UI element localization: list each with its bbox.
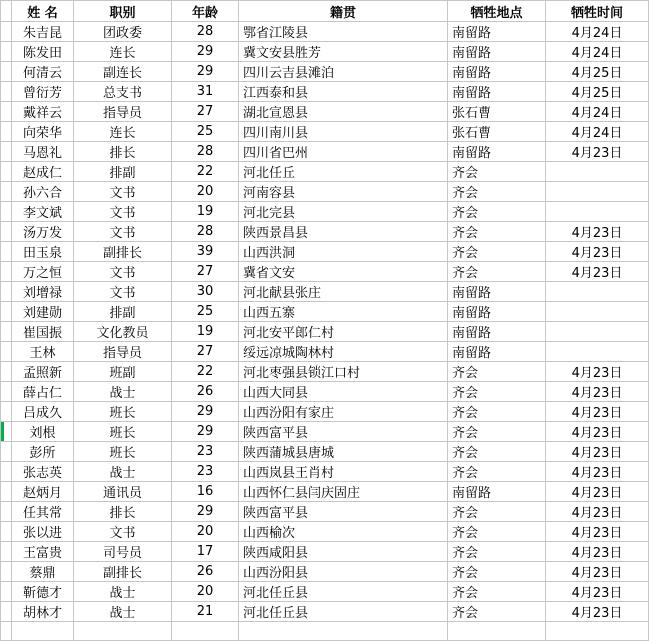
cell-origin[interactable]: 河北献县张庄	[239, 282, 448, 302]
cell-name[interactable]: 张以进	[12, 522, 74, 542]
cell-age[interactable]	[172, 622, 239, 641]
cell-name[interactable]: 朱吉昆	[12, 22, 74, 42]
cell-place[interactable]: 齐会	[448, 242, 546, 262]
cell-date[interactable]: 4月24日	[546, 22, 649, 42]
cell-origin[interactable]: 河北完县	[239, 202, 448, 222]
cell-name[interactable]: 任其常	[12, 502, 74, 522]
cell-date[interactable]: 4月25日	[546, 62, 649, 82]
cell-date[interactable]: 4月23日	[546, 382, 649, 402]
row-head-cell[interactable]	[1, 182, 12, 202]
table-row	[1, 502, 649, 522]
cell-age[interactable]: 26	[172, 562, 239, 582]
cell-date[interactable]	[546, 302, 649, 322]
cell-name[interactable]: 李文斌	[12, 202, 74, 222]
table-row	[1, 282, 649, 302]
cell-name[interactable]: 彭所	[12, 442, 74, 462]
cell-name[interactable]: 张志英	[12, 462, 74, 482]
cell-name[interactable]: 万之恒	[12, 262, 74, 282]
cell-name[interactable]: 刘建勋	[12, 302, 74, 322]
cell-age[interactable]: 27	[172, 342, 239, 362]
cell-origin[interactable]: 鄂省江陵县	[239, 22, 448, 42]
table-row	[1, 42, 649, 62]
cell-place[interactable]: 齐会	[448, 382, 546, 402]
cell-rank[interactable]: 文书	[74, 522, 172, 542]
table-row	[1, 542, 649, 562]
cell-age[interactable]: 19	[172, 322, 239, 342]
cell-date[interactable]: 4月23日	[546, 602, 649, 622]
cell-date[interactable]	[546, 282, 649, 302]
cell-place[interactable]: 齐会	[448, 462, 546, 482]
cell-name[interactable]: 赵成仁	[12, 162, 74, 182]
cell-rank[interactable]	[74, 622, 172, 641]
cell-rank[interactable]: 文书	[74, 222, 172, 242]
cell-rank[interactable]: 班长	[74, 422, 172, 442]
table-row	[1, 262, 649, 282]
cell-origin[interactable]: 陕西蒲城县唐城	[239, 442, 448, 462]
table-row	[1, 242, 649, 262]
cell-origin[interactable]: 河北任丘县	[239, 582, 448, 602]
row-head-cell[interactable]	[1, 242, 12, 262]
row-head-cell[interactable]	[1, 202, 12, 222]
table-row	[1, 222, 649, 242]
cell-date[interactable]: 4月23日	[546, 402, 649, 422]
table-row	[1, 22, 649, 42]
row-head-cell[interactable]	[1, 362, 12, 382]
table-row	[1, 602, 649, 622]
cell-origin[interactable]: 陕西景昌县	[239, 222, 448, 242]
cell-origin[interactable]: 陕西咸阳县	[239, 542, 448, 562]
cell-origin[interactable]: 河北任丘县	[239, 602, 448, 622]
cell-age[interactable]: 25	[172, 122, 239, 142]
cell-name[interactable]: 崔国振	[12, 322, 74, 342]
cell-place[interactable]: 张石曹	[448, 122, 546, 142]
cell-date[interactable]: 4月23日	[546, 222, 649, 242]
cell-name[interactable]: 何清云	[12, 62, 74, 82]
cell-origin[interactable]: 山西汾阳有家庄	[239, 402, 448, 422]
row-head-cell[interactable]	[1, 262, 12, 282]
cell-age[interactable]: 20	[172, 182, 239, 202]
cell-date[interactable]	[546, 622, 649, 641]
cell-origin[interactable]: 绥远凉城陶林村	[239, 342, 448, 362]
row-head-cell[interactable]	[1, 522, 12, 542]
cell-rank[interactable]: 班长	[74, 402, 172, 422]
col-header-age[interactable]: 年龄	[172, 1, 239, 22]
cell-place[interactable]: 齐会	[448, 162, 546, 182]
cell-origin[interactable]: 湖北宣恩县	[239, 102, 448, 122]
cell-place[interactable]: 齐会	[448, 502, 546, 522]
cell-rank[interactable]: 文书	[74, 182, 172, 202]
cell-name[interactable]: 吕成久	[12, 402, 74, 422]
row-head-cell[interactable]	[1, 322, 12, 342]
cell-place[interactable]: 南留路	[448, 142, 546, 162]
cell-origin[interactable]: 陕西富平县	[239, 502, 448, 522]
table-row	[1, 382, 649, 402]
cell-name[interactable]: 曾衍芳	[12, 82, 74, 102]
row-marker	[1, 422, 4, 441]
cell-age[interactable]: 31	[172, 82, 239, 102]
cell-origin[interactable]: 河北枣强县锁江口村	[239, 362, 448, 382]
cell-name[interactable]: 刘增禄	[12, 282, 74, 302]
cell-name[interactable]	[12, 622, 74, 641]
cell-rank[interactable]: 总支书	[74, 82, 172, 102]
cell-place[interactable]: 齐会	[448, 602, 546, 622]
cell-rank[interactable]: 指导员	[74, 342, 172, 362]
cell-place[interactable]: 南留路	[448, 22, 546, 42]
table-row	[1, 482, 649, 502]
cell-age[interactable]: 28	[172, 22, 239, 42]
row-head-cell[interactable]	[1, 62, 12, 82]
cell-date[interactable]: 4月23日	[546, 482, 649, 502]
cell-date[interactable]: 4月23日	[546, 562, 649, 582]
row-head-cell[interactable]	[1, 82, 12, 102]
table-row	[1, 162, 649, 182]
cell-date[interactable]: 4月25日	[546, 82, 649, 102]
cell-name[interactable]: 陈发田	[12, 42, 74, 62]
partial-row	[1, 622, 649, 641]
table-body	[1, 22, 649, 622]
cell-rank[interactable]: 副排长	[74, 562, 172, 582]
row-head-cell[interactable]	[1, 422, 12, 442]
table-row	[1, 522, 649, 542]
table-row	[1, 122, 649, 142]
cell-rank[interactable]: 连长	[74, 122, 172, 142]
cell-place[interactable]: 齐会	[448, 202, 546, 222]
cell-date[interactable]: 4月23日	[546, 542, 649, 562]
cell-age[interactable]: 28	[172, 222, 239, 242]
row-head-cell[interactable]	[1, 282, 12, 302]
cell-age[interactable]: 22	[172, 362, 239, 382]
cell-age[interactable]: 25	[172, 302, 239, 322]
cell-rank[interactable]: 文书	[74, 262, 172, 282]
cell-place[interactable]: 齐会	[448, 402, 546, 422]
cell-name[interactable]: 田玉泉	[12, 242, 74, 262]
table-row	[1, 302, 649, 322]
row-head-cell[interactable]	[1, 622, 12, 641]
cell-date[interactable]: 4月23日	[546, 442, 649, 462]
col-header-date[interactable]: 牺牲时间	[546, 1, 649, 22]
row-head-cell[interactable]	[1, 582, 12, 602]
cell-date[interactable]	[546, 182, 649, 202]
row-head-cell[interactable]	[1, 602, 12, 622]
cell-place[interactable]: 南留路	[448, 282, 546, 302]
table-row	[1, 402, 649, 422]
cell-age[interactable]: 23	[172, 462, 239, 482]
row-head-cell[interactable]	[1, 22, 12, 42]
cell-rank[interactable]: 排副	[74, 302, 172, 322]
table-row	[1, 442, 649, 462]
cell-place[interactable]: 南留路	[448, 82, 546, 102]
cell-place[interactable]: 齐会	[448, 262, 546, 282]
cell-age[interactable]: 19	[172, 202, 239, 222]
row-head-cell[interactable]	[1, 502, 12, 522]
cell-place[interactable]: 齐会	[448, 182, 546, 202]
cell-place[interactable]: 齐会	[448, 442, 546, 462]
cell-name[interactable]: 孟照新	[12, 362, 74, 382]
cell-age[interactable]: 39	[172, 242, 239, 262]
table-row	[1, 562, 649, 582]
row-head-cell[interactable]	[1, 382, 12, 402]
row-head-cell[interactable]	[1, 482, 12, 502]
cell-rank[interactable]: 副排长	[74, 242, 172, 262]
cell-name[interactable]: 薛占仁	[12, 382, 74, 402]
row-head-cell[interactable]	[1, 442, 12, 462]
cell-place[interactable]: 张石曹	[448, 102, 546, 122]
cell-date[interactable]	[546, 162, 649, 182]
cell-rank[interactable]: 班长	[74, 442, 172, 462]
row-head-cell[interactable]	[1, 142, 12, 162]
cell-origin[interactable]: 山西洪洞	[239, 242, 448, 262]
header-row	[1, 1, 649, 22]
cell-origin[interactable]: 四川南川县	[239, 122, 448, 142]
row-head-cell[interactable]	[1, 462, 12, 482]
col-header-rank[interactable]: 职别	[74, 1, 172, 22]
cell-origin[interactable]: 山西榆次	[239, 522, 448, 542]
cell-origin[interactable]: 河北任丘	[239, 162, 448, 182]
table-row	[1, 62, 649, 82]
cell-name[interactable]: 胡林才	[12, 602, 74, 622]
cell-name[interactable]: 戴祥云	[12, 102, 74, 122]
row-head-cell[interactable]	[1, 42, 12, 62]
row-head-cell[interactable]	[1, 402, 12, 422]
cell-age[interactable]: 26	[172, 382, 239, 402]
row-head-cell[interactable]	[1, 122, 12, 142]
cell-date[interactable]: 4月23日	[546, 262, 649, 282]
cell-place[interactable]: 齐会	[448, 582, 546, 602]
cell-name[interactable]: 马恩礼	[12, 142, 74, 162]
cell-name[interactable]: 刘根	[12, 422, 74, 442]
cell-place[interactable]: 齐会	[448, 422, 546, 442]
cell-origin[interactable]: 山西五寨	[239, 302, 448, 322]
cell-date[interactable]: 4月23日	[546, 242, 649, 262]
cell-place[interactable]: 齐会	[448, 562, 546, 582]
cell-age[interactable]: 29	[172, 42, 239, 62]
cell-rank[interactable]: 战士	[74, 382, 172, 402]
cell-place[interactable]: 南留路	[448, 302, 546, 322]
cell-age[interactable]: 20	[172, 582, 239, 602]
cell-age[interactable]: 21	[172, 602, 239, 622]
cell-age[interactable]: 27	[172, 262, 239, 282]
cell-age[interactable]: 16	[172, 482, 239, 502]
row-head-cell[interactable]	[1, 342, 12, 362]
cell-date[interactable]	[546, 342, 649, 362]
cell-rank[interactable]: 战士	[74, 602, 172, 622]
cell-rank[interactable]: 司号员	[74, 542, 172, 562]
cell-place[interactable]: 南留路	[448, 342, 546, 362]
cell-age[interactable]: 22	[172, 162, 239, 182]
cell-origin[interactable]: 山西怀仁县闫庆固庄	[239, 482, 448, 502]
cell-place[interactable]: 南留路	[448, 42, 546, 62]
table-row	[1, 342, 649, 362]
cell-place[interactable]: 齐会	[448, 362, 546, 382]
table-row	[1, 182, 649, 202]
cell-name[interactable]: 王林	[12, 342, 74, 362]
cell-age[interactable]: 29	[172, 402, 239, 422]
cell-date[interactable]: 4月24日	[546, 42, 649, 62]
cell-age[interactable]: 17	[172, 542, 239, 562]
row-head-cell[interactable]	[1, 302, 12, 322]
cell-rank[interactable]: 指导员	[74, 102, 172, 122]
cell-age[interactable]: 20	[172, 522, 239, 542]
cell-date[interactable]: 4月23日	[546, 502, 649, 522]
cell-origin[interactable]: 山西大同县	[239, 382, 448, 402]
table-row	[1, 202, 649, 222]
cell-date[interactable]: 4月23日	[546, 522, 649, 542]
cell-date[interactable]: 4月24日	[546, 122, 649, 142]
cell-rank[interactable]: 连长	[74, 42, 172, 62]
col-header-name[interactable]: 姓 名	[12, 1, 74, 22]
row-head-cell[interactable]	[1, 222, 12, 242]
cell-date[interactable]: 4月23日	[546, 362, 649, 382]
cell-rank[interactable]: 通讯员	[74, 482, 172, 502]
row-head-cell[interactable]	[1, 102, 12, 122]
corner-cell[interactable]	[1, 1, 12, 22]
row-head-cell[interactable]	[1, 562, 12, 582]
cell-name[interactable]: 蔡鼎	[12, 562, 74, 582]
table-row	[1, 362, 649, 382]
cell-origin[interactable]: 陕西富平县	[239, 422, 448, 442]
cell-origin[interactable]: 山西汾阳县	[239, 562, 448, 582]
table-row	[1, 422, 649, 442]
table-row	[1, 82, 649, 102]
cell-place[interactable]	[448, 622, 546, 641]
table-row	[1, 582, 649, 602]
cell-origin[interactable]: 河北安平郎仁村	[239, 322, 448, 342]
cell-place[interactable]: 齐会	[448, 222, 546, 242]
row-head-cell[interactable]	[1, 542, 12, 562]
cell-rank[interactable]: 文化教员	[74, 322, 172, 342]
cell-name[interactable]: 靳德才	[12, 582, 74, 602]
cell-name[interactable]: 赵炳月	[12, 482, 74, 502]
cell-place[interactable]: 齐会	[448, 522, 546, 542]
cell-rank[interactable]: 排长	[74, 142, 172, 162]
cell-age[interactable]: 29	[172, 422, 239, 442]
cell-age[interactable]: 30	[172, 282, 239, 302]
cell-date[interactable]: 4月23日	[546, 582, 649, 602]
cell-date[interactable]: 4月23日	[546, 142, 649, 162]
cell-date[interactable]: 4月24日	[546, 102, 649, 122]
cell-origin[interactable]	[239, 622, 448, 641]
cell-origin[interactable]: 河南容县	[239, 182, 448, 202]
cell-date[interactable]: 4月23日	[546, 422, 649, 442]
cell-name[interactable]: 汤万发	[12, 222, 74, 242]
cell-age[interactable]: 23	[172, 442, 239, 462]
cell-name[interactable]: 孙六合	[12, 182, 74, 202]
cell-rank[interactable]: 班副	[74, 362, 172, 382]
cell-rank[interactable]: 文书	[74, 282, 172, 302]
table-row	[1, 322, 649, 342]
cell-place[interactable]: 南留路	[448, 322, 546, 342]
cell-age[interactable]: 27	[172, 102, 239, 122]
cell-rank[interactable]: 排长	[74, 502, 172, 522]
table-row	[1, 102, 649, 122]
cell-origin[interactable]: 冀文安县胜芳	[239, 42, 448, 62]
cell-place[interactable]: 齐会	[448, 542, 546, 562]
cell-rank[interactable]: 团政委	[74, 22, 172, 42]
cell-age[interactable]: 29	[172, 502, 239, 522]
table-row	[1, 462, 649, 482]
cell-name[interactable]: 向荣华	[12, 122, 74, 142]
cell-origin[interactable]: 四川云吉县滩泊	[239, 62, 448, 82]
row-head-cell[interactable]	[1, 162, 12, 182]
cell-date[interactable]	[546, 322, 649, 342]
cell-date[interactable]	[546, 202, 649, 222]
table-row	[1, 142, 649, 162]
cell-rank[interactable]: 战士	[74, 582, 172, 602]
cell-origin[interactable]: 冀省文安	[239, 262, 448, 282]
col-header-origin[interactable]: 籍贯	[239, 1, 448, 22]
cell-rank[interactable]: 副连长	[74, 62, 172, 82]
cell-origin[interactable]: 江西泰和县	[239, 82, 448, 102]
cell-rank[interactable]: 排副	[74, 162, 172, 182]
cell-origin[interactable]: 四川省巴州	[239, 142, 448, 162]
cell-date[interactable]: 4月23日	[546, 462, 649, 482]
cell-origin[interactable]: 山西岚县王肖村	[239, 462, 448, 482]
cell-age[interactable]: 29	[172, 62, 239, 82]
cell-name[interactable]: 王富贵	[12, 542, 74, 562]
cell-rank[interactable]: 文书	[74, 202, 172, 222]
cell-rank[interactable]: 战士	[74, 462, 172, 482]
cell-place[interactable]: 南留路	[448, 482, 546, 502]
cell-place[interactable]: 南留路	[448, 62, 546, 82]
cell-age[interactable]: 28	[172, 142, 239, 162]
col-header-place[interactable]: 牺牲地点	[448, 1, 546, 22]
